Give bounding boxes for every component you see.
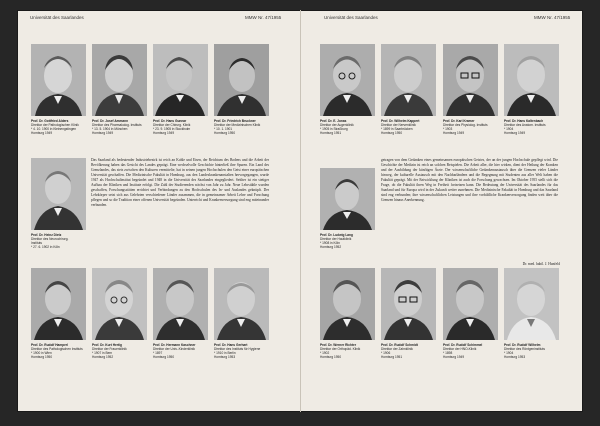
portrait-caption: Prof. Dr. Werner Richter Direktor der Orthopäd. Klinik * 1902 Homburg 1950: [320, 343, 361, 359]
portrait-photo: [214, 44, 269, 116]
header-issue: MMW Nr. 47/1955: [534, 15, 571, 20]
portrait-caption: Prof. Dr. Hermann Kaschner Direktor der Univ.-Kinderklinik * 1897 Homburg 1950: [153, 343, 196, 359]
header-issue: MMW Nr. 47/1955: [245, 15, 282, 20]
portrait-photo: [92, 268, 147, 340]
portrait-photo: [443, 44, 498, 116]
portrait-caption: Prof. Dr. Hans Kaltenbach Direktor des Anatom. Instituts * 1904 Homburg 1949: [504, 119, 546, 135]
portrait-caption: Prof. Dr. E. Jonas Direktor der Augenklinik * 1905 in Straßburg Homburg 1951: [320, 119, 354, 135]
portrait-photo: [153, 44, 208, 116]
portrait-caption: Prof. Dr. Hans Gunnar Direktor der Chirurg. Klinik * 23. 9. 1905 in Stockholm Homburg 1949: [153, 119, 191, 135]
portrait-caption: Prof. Dr. Rudolf Hamperl Direktor des Pathologischen Instituts * 1900 in Wien Homburg 1950: [31, 343, 83, 359]
portrait-photo: [320, 268, 375, 340]
portrait-photo: [381, 44, 436, 116]
article-text-left: Das Saarland als bedeutender Industriebezirk ist reich an Kohle und Eisen, der Reichtum des Bodens und die Arbeit der Bevölkerung haben das Gesicht des Landes geprägt. Eine wechselvolle Geschichte hinterließ ihre Spuren. Ein Land des Grenzlandes, das stets zwischen den Kulturen vermittelte, hat in seinen jungen Hochschulen den Geist einer europäischen Universität geschaffen. Die Medizinische Fakultät in Homburg, aus den Landeskrankenanstalten hervorgegangen, wurde 1947 als Hochschulinstitut begründet und 1948 in die Universität des Saarlandes eingegliedert. Seither ist ein stetiger Aufbau der Kliniken und Institute erfolgt. Die Zahl der Studierenden wächst von Jahr zu Jahr. Neue Lehrstühle wurden geschaffen, Forschungsstätten errichtet und Verbindungen zu den Hochschulen des In- und Auslandes geknüpft. Der Lehrkörper setzt sich aus Gelehrten verschiedener Länder zusammen, die in gemeinsamer Arbeit Lehre und Forschung pflegen und so die Tradition einer offenen Universität begründen. Unterricht und Krankenversorgung sind eng miteinander verbunden.: [91, 158, 269, 207]
portrait-photo: [504, 268, 559, 340]
header-university: Universität des Saarlandes: [30, 15, 84, 20]
portrait-caption: Prof. Dr. Rudolf Schimmel Direktor der HNO-Klinik * 1898 Homburg 1949: [443, 343, 483, 359]
author-signature: Dr. med. habil. J. Hunfeld: [522, 262, 560, 266]
portrait-caption: Prof. Dr. Hans Gerhart Direktor des Instituts für Hygiene * 1910 in Berlin Homburg 1953: [214, 343, 261, 359]
portrait-photo: [443, 268, 498, 340]
portrait-photo: [320, 168, 375, 230]
portrait-caption: Prof. Dr. Rudolf Schmidt Direktor der Zahnklinik * 1906 Homburg 1951: [381, 343, 418, 359]
header-university: Universität des Saarlandes: [324, 15, 378, 20]
portrait-caption: Prof. Dr. Rudolf Wilhelm Direktor des Röntgeninstituts * 1904 Homburg 1953: [504, 343, 545, 359]
portrait-photo: [320, 44, 375, 116]
portrait-caption: Prof. Dr. Friedrich Bruckner Direktor der Medizinischen Klinik * 10. 1. 1901 Homburg 1950: [214, 119, 261, 135]
portrait-photo: [504, 44, 559, 116]
portrait-caption: Prof. Dr. Josef Ammann Direktor des Pharmakolog. Instituts * 13. 5. 1904 in München Homburg 1949: [92, 119, 142, 135]
portrait-photo: [31, 44, 86, 116]
portrait-caption: Prof. Dr. Karl Kramer Direktor des Physiolog. Instituts * 1903 Homburg 1949: [443, 119, 488, 135]
page-fold: [300, 10, 301, 412]
portrait-photo: [153, 268, 208, 340]
portrait-photo: [92, 44, 147, 116]
portrait-caption: Prof. Dr. Heinz Dietz Direktor des Neurochirurg. Instituts * 27. 6. 1902 in Köln: [31, 233, 69, 249]
portrait-photo: [214, 268, 269, 340]
portrait-caption: Prof. Dr. Gottfried Alders Direktor der Pathologischen Klinik * 4. 10. 1900 in Kleinengstingen Homburg 1949: [31, 119, 79, 135]
portrait-caption: Prof. Dr. Wilhelm Kappert Direktor der Nervenklinik * 1899 in Saarbrücken Homburg 1950: [381, 119, 420, 135]
portrait-photo: [381, 268, 436, 340]
portrait-photo: [31, 268, 86, 340]
portrait-caption: Prof. Dr. Kurt Hertig Direktor der Frauenklinik * 1907 in Bern Homburg 1952: [92, 343, 127, 359]
article-text-right: getragen von dem Gedanken eines gemeinsamen europäischen Geistes, der an der jungen Hochschule gepflegt wird. Die Geschichte der Medizin ist reich an solchen Beispielen. Die Arbeit aller, die hier wirken, dient der Heilung der Kranken und der Ausbildung der künftigen Ärzte. Der wissenschaftliche Gedankenaustausch über die Grenzen vieler Länder hinweg, der kulturelle Austausch mit den Nachbarländern und die Begegnung mit Studenten aus aller Welt haben die Fakultät geprägt. Mit der Entwicklung der Kliniken ist auch die Forschung gewachsen. Im Oktober 1955 stellt sich die Frage, ob die Fakultät ihren Weg in Freiheit fortsetzen kann. Die Bedeutung der Universität des Saarlandes für das Saarland und für Europa wird in der Zukunft weiter zunehmen. Die Medizinische Fakultät in Homburg und das Saarland sind eng verbunden; ihre wissenschaftlichen Leistungen und ihre vorbildliche Krankenversorgung finden weit über die Grenzen hinaus Anerkennung.: [381, 158, 558, 202]
portrait-photo: [31, 158, 86, 230]
portrait-caption: Prof. Dr. Ludwig Lang Direktor der Hautklinik * 1908 in Köln Homburg 1952: [320, 233, 353, 249]
